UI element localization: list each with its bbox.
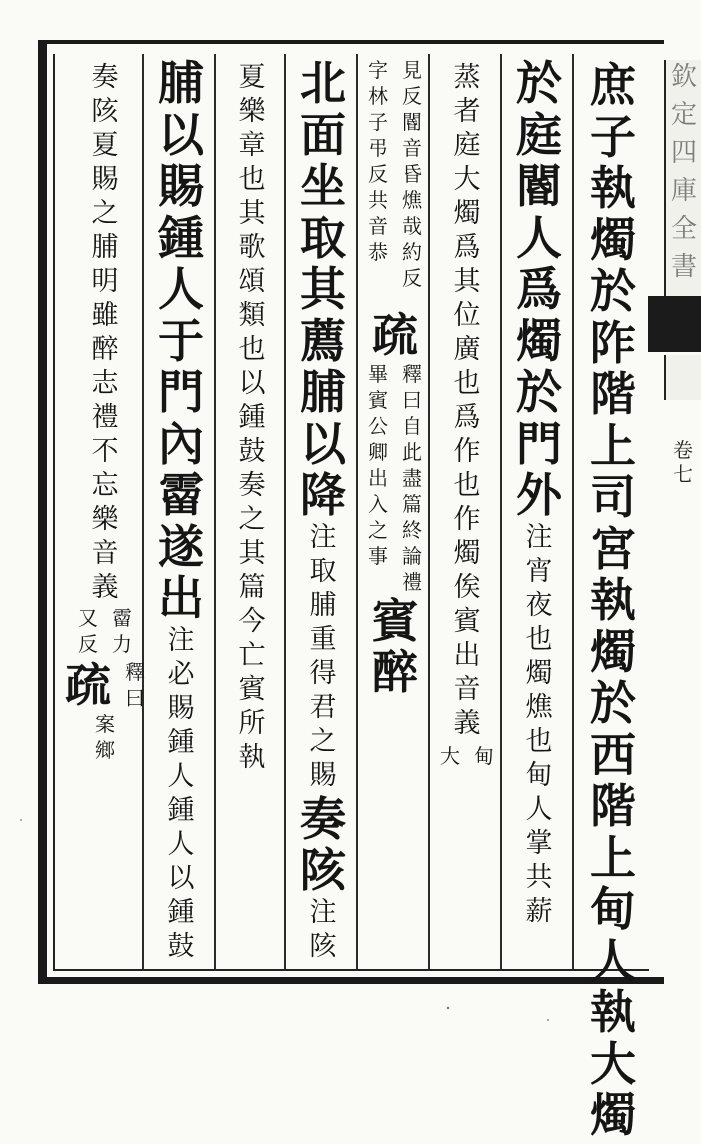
glyph: 脯 [309,589,337,621]
glyph: 也 [525,725,553,757]
glyph: 取 [309,555,337,587]
glyph: 以 [158,107,204,162]
glyph: 也 [238,334,266,365]
glyph: 恭 [368,240,388,264]
glyph: 約 [402,240,422,264]
glyph: 霤 [112,606,132,630]
glyph: 以 [167,862,195,894]
glyph: 賜 [167,692,195,724]
glyph: 門 [158,365,204,419]
glyph: 書 [670,252,697,282]
glyph: 君 [309,691,337,723]
glyph: 階 [590,367,636,421]
glyph: 反 [402,84,422,108]
glyph: 全 [670,214,697,244]
glyph: 脯 [300,365,346,419]
glyph: 義 [453,708,481,739]
glyph: 頌 [238,266,266,297]
glyph: 注 [309,521,337,553]
glyph: 子 [590,109,636,164]
glyph: 鍾 [158,210,204,265]
glyph: 燋 [402,188,422,212]
glyph: 篇 [238,572,266,603]
glyph: 類 [238,300,266,331]
glyph: 之 [238,504,266,535]
glyph: 宮 [590,521,636,576]
glyph: 爲 [453,232,481,263]
glyph: 霤 [158,468,204,522]
glyph: 出 [158,571,204,625]
glyph: 甸 [590,882,636,936]
glyph: 注 [167,624,195,656]
glyph: 也 [453,470,481,501]
glyph: 禮 [402,569,422,594]
glyph: 反 [368,162,388,186]
glyph: 甸 [525,759,553,791]
glyph: 大 [453,164,481,195]
glyph: 樂 [238,96,266,127]
glyph: 所 [238,708,266,739]
glyph: 注 [309,896,337,928]
glyph: 夏 [91,130,119,161]
glyph: 賜 [309,759,337,791]
glyph: 卿 [368,439,388,464]
glyph: 陔 [309,930,337,962]
glyph: 執 [238,742,266,773]
glyph: 昏 [402,162,422,186]
glyph: 出 [368,465,388,490]
glyph: 人 [516,210,562,265]
glyph: 位 [453,300,481,331]
glyph: 夏 [238,62,266,93]
glyph: 定 [670,100,697,130]
glyph: 其 [238,198,266,229]
glyph: 曰 [402,387,422,412]
glyph: 入 [368,491,388,516]
glyph: 內 [158,416,204,471]
glyph: 事 [368,543,388,568]
glyph: 注 [525,521,553,553]
glyph: 者 [453,96,481,127]
glyph: 鍾 [167,794,195,826]
glyph: 雖 [91,300,119,331]
glyph: 鼓 [238,436,266,467]
glyph: 篇 [402,491,422,516]
glyph: 也 [453,368,481,399]
glyph: 庭 [516,107,562,162]
glyph: 章 [238,130,266,161]
glyph: 奏 [238,470,266,501]
glyph: 西 [590,727,636,782]
glyph: 鍾 [238,402,266,433]
glyph: 其 [453,266,481,297]
glyph: 蒸 [453,62,481,93]
glyph: 之 [91,198,119,229]
glyph: 宵 [525,555,553,587]
glyph: 燭 [516,313,562,368]
glyph: 自 [402,413,422,438]
glyph: 賓 [453,606,481,637]
glyph: 鼓 [167,930,195,962]
glyph: 賓 [238,674,266,705]
glyph: 得 [309,657,337,689]
glyph: 上 [590,830,636,885]
glyph: 反 [402,266,422,290]
glyph: 音 [368,214,388,238]
glyph: 降 [300,468,346,522]
note-char: 甸 [474,744,494,768]
glyph: 子 [368,110,388,134]
glyph: 不 [91,436,119,467]
glyph: 案 [95,712,115,736]
glyph: 人 [167,760,195,792]
glyph: 終 [402,517,422,542]
glyph: 見 [402,58,422,82]
glyph: 執 [590,985,636,1039]
glyph: 林 [368,84,388,108]
glyph: 燭 [453,198,481,229]
glyph: 爲 [453,402,481,433]
glyph: 之 [368,517,388,542]
glyph: 燭 [590,1088,636,1142]
glyph: 醉 [372,645,418,699]
glyph: 其 [238,538,266,569]
glyph: 卷 [673,438,693,462]
glyph: 其 [300,262,346,316]
glyph: 以 [238,368,266,399]
glyph: 醉 [91,334,119,365]
glyph: 四 [670,138,697,168]
glyph: 也 [238,164,266,195]
glyph: 夜 [525,589,553,621]
glyph: 外 [516,468,562,522]
glyph: 庫 [670,176,697,206]
glyph: 禮 [91,402,119,433]
glyph: 鍾 [167,896,195,928]
glyph: 燭 [525,657,553,689]
glyph: 作 [453,436,481,467]
glyph: 盡 [402,465,422,490]
glyph: 庭 [453,130,481,161]
glyph: 共 [525,861,553,893]
glyph: 門 [516,416,562,471]
glyph: 歌 [238,232,266,263]
glyph: 爲 [516,262,562,316]
glyph: 阼 [590,315,636,370]
glyph: 音 [402,136,422,160]
glyph: 脯 [158,56,204,110]
glyph: 之 [309,725,337,757]
glyph: 又 [78,606,98,630]
glyph: 明 [91,266,119,297]
note-char: 大 [440,744,460,768]
glyph: 賓 [368,387,388,412]
glyph: 閽 [516,159,562,213]
glyph: 廣 [453,334,481,365]
glyph: 於 [590,264,636,318]
glyph: 北 [300,56,346,110]
glyph: 燭 [590,624,636,679]
glyph: 疏 [65,658,111,712]
glyph: 義 [91,572,119,603]
glyph: 弔 [368,136,388,160]
glyph: 執 [590,161,636,215]
glyph: 志 [91,368,119,399]
glyph: 亡 [238,640,266,671]
glyph: 燭 [453,538,481,569]
glyph: 上 [590,418,636,473]
glyph: 重 [309,623,337,655]
glyph: 人 [590,933,636,988]
glyph: 人 [158,262,204,316]
glyph: 必 [167,658,195,690]
glyph: 賜 [91,164,119,195]
glyph: 反 [78,632,98,656]
glyph: 字 [368,58,388,82]
glyph: 音 [453,674,481,705]
glyph: 於 [516,56,562,110]
glyph: 燋 [525,691,553,723]
glyph: 閽 [402,110,422,134]
glyph: 音 [91,538,119,569]
glyph: 賜 [158,159,204,213]
glyph: 司 [590,470,636,524]
glyph: 忘 [91,470,119,501]
glyph: 論 [402,543,422,568]
glyph: 鍾 [167,726,195,758]
glyph: 公 [368,413,388,438]
glyph: 遂 [158,519,204,574]
glyph: 力 [112,632,132,656]
glyph: 人 [167,828,195,860]
glyph: 人 [525,793,553,825]
glyph: 奏 [91,62,119,93]
glyph: 也 [525,623,553,655]
glyph: 於 [516,365,562,419]
glyph: 階 [590,779,636,833]
glyph: 曰 [125,686,145,710]
glyph: 以 [300,416,346,471]
glyph: 作 [453,504,481,535]
glyph: 哉 [402,214,422,238]
glyph: 俟 [453,572,481,603]
glyph: 于 [158,313,204,368]
glyph: 釋 [125,660,145,684]
glyph: 奏 [300,791,346,846]
glyph: 執 [590,573,636,627]
glyph: 陔 [91,96,119,127]
glyph: 疏 [372,308,418,362]
glyph: 薪 [525,895,553,927]
glyph: 面 [300,107,346,162]
glyph: 賓 [372,593,418,648]
glyph: 樂 [91,504,119,535]
glyph: 此 [402,439,422,464]
glyph: 庶 [590,58,636,112]
glyph: 掌 [525,827,553,859]
glyph: 脯 [91,232,119,263]
glyph: 薦 [300,313,346,368]
glyph: 燭 [590,212,636,267]
glyph: 七 [673,462,693,486]
glyph: 鄉 [95,738,115,762]
glyph: 今 [238,606,266,637]
glyph: 釋 [402,361,422,386]
glyph: 大 [590,1036,636,1091]
glyph: 共 [368,188,388,212]
glyph: 於 [590,676,636,730]
glyph: 陔 [300,843,346,897]
glyph: 取 [300,210,346,265]
glyph: 出 [453,640,481,671]
glyph: 欽 [670,62,697,92]
glyph: 坐 [300,159,346,213]
glyph: 畢 [368,361,388,386]
